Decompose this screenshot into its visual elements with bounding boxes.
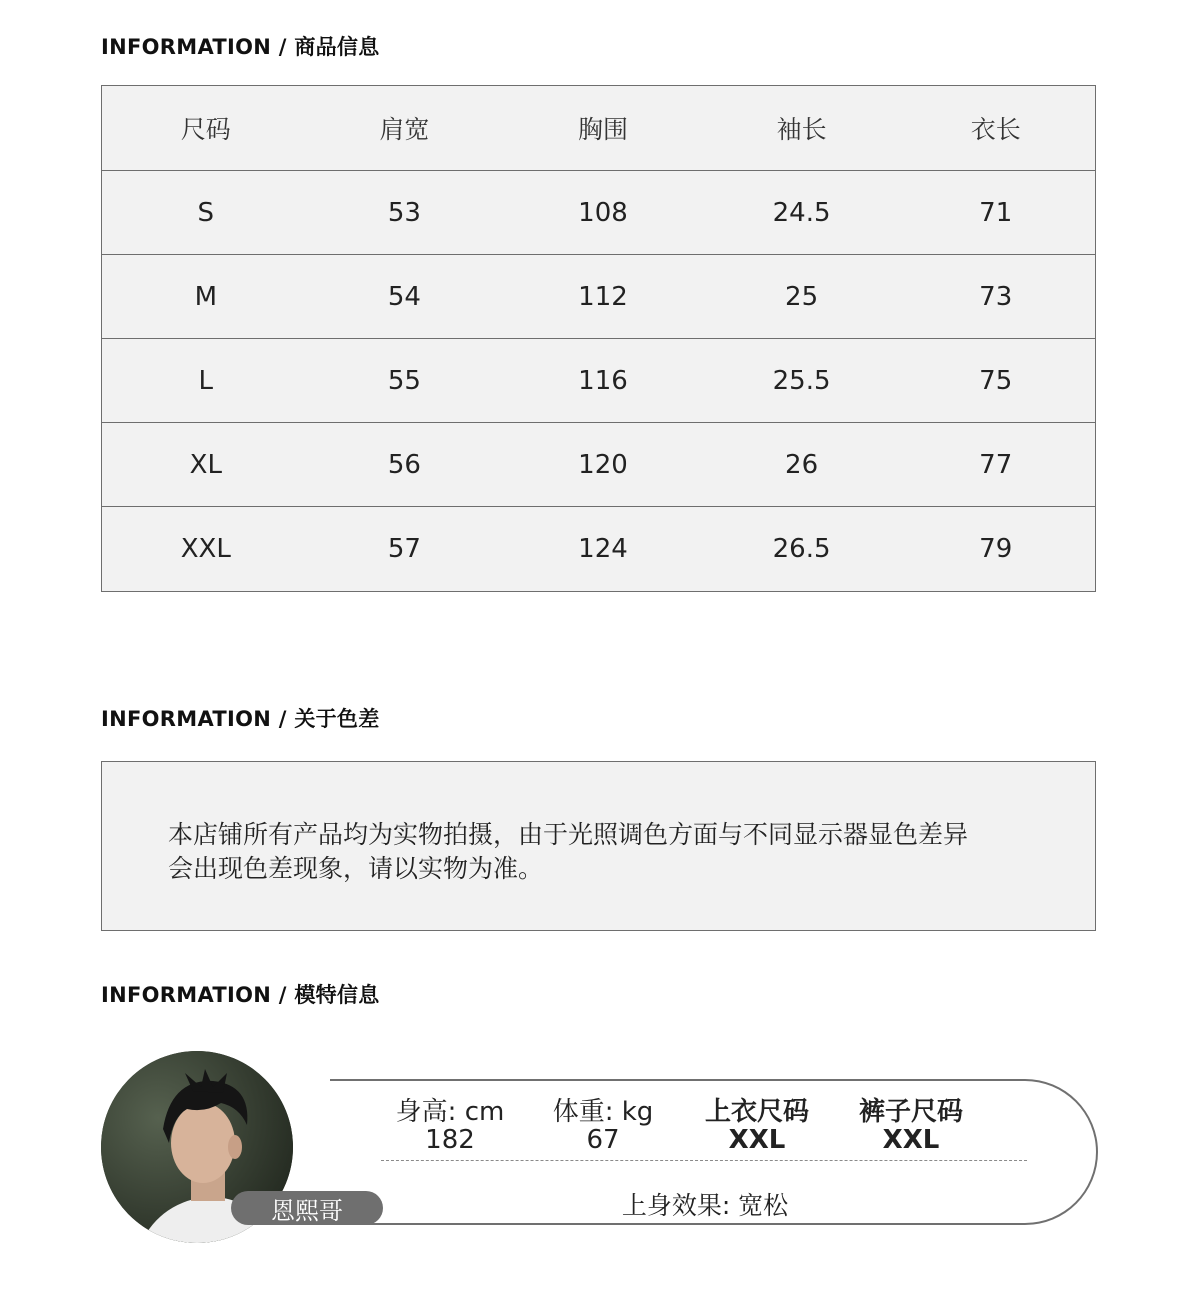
dashed-divider [381, 1160, 1027, 1161]
table-row [102, 422, 1095, 506]
height-value: 182 [425, 1125, 475, 1155]
table-row [102, 170, 1095, 254]
table-cell: 124 [578, 533, 628, 564]
header-cell-shoulder: 肩宽 [379, 115, 430, 144]
table-row [102, 506, 1095, 590]
table-cell: 79 [979, 533, 1013, 564]
table-cell: 55 [387, 365, 421, 396]
table-cell: 56 [387, 449, 421, 480]
model-info-heading: INFORMATION / 模特信息 [101, 983, 380, 1007]
header-cell-length: 衣长 [970, 115, 1021, 144]
model-name-tag: 恩熙哥 [231, 1191, 383, 1225]
weight-value: 67 [586, 1125, 620, 1155]
table-cell: 26 [785, 449, 819, 480]
table-cell: XL [189, 449, 222, 480]
pants-size-label: 裤子尺码 [858, 1097, 963, 1127]
weight-label: 体重: kg [552, 1097, 654, 1127]
table-cell: 53 [387, 197, 421, 228]
table-cell: 75 [979, 365, 1013, 396]
table-cell: L [198, 365, 214, 396]
table-cell: 112 [578, 281, 628, 312]
table-cell: 54 [387, 281, 421, 312]
table-cell: 71 [979, 197, 1013, 228]
table-cell: 108 [578, 197, 628, 228]
color-note-line: 本店铺所有产品均为实物拍摄，由于光照调色方面与不同显示器显色差异 [168, 820, 969, 849]
weight-stat [538, 1091, 668, 1159]
height-stat [385, 1091, 515, 1159]
size-table [101, 85, 1096, 592]
table-cell: 116 [578, 365, 628, 396]
table-cell: M [194, 281, 217, 312]
table-cell: S [197, 197, 215, 228]
table-cell: 26.5 [772, 533, 831, 564]
header-cell-sleeve: 袖长 [776, 115, 827, 144]
header-cell-size: 尺码 [180, 115, 231, 144]
header-cell-chest: 胸围 [577, 115, 628, 144]
table-cell: 120 [578, 449, 628, 480]
color-note-line: 会出现色差现象，请以实物为准。 [168, 854, 544, 883]
top-size-value: XXL [728, 1125, 786, 1155]
pants-size-stat [846, 1091, 976, 1159]
table-cell: 25 [785, 281, 819, 312]
fit-description: 上身效果: 宽松 [621, 1191, 789, 1220]
height-label: 身高: cm [395, 1097, 505, 1127]
table-cell: XXL [180, 533, 231, 564]
color-note-text [168, 818, 1048, 886]
pants-size-value: XXL [882, 1125, 940, 1155]
table-cell: 57 [387, 533, 421, 564]
size-table-header [102, 86, 1095, 170]
table-cell: 77 [979, 449, 1013, 480]
color-diff-heading: INFORMATION / 关于色差 [101, 707, 380, 731]
table-cell: 25.5 [772, 365, 831, 396]
top-size-label: 上衣尺码 [704, 1097, 809, 1127]
table-row [102, 254, 1095, 338]
color-note-box [101, 761, 1096, 931]
table-cell: 73 [979, 281, 1013, 312]
top-size-stat [692, 1091, 822, 1159]
table-cell: 24.5 [772, 197, 831, 228]
product-info-heading: INFORMATION / 商品信息 [101, 35, 380, 59]
table-row [102, 338, 1095, 422]
